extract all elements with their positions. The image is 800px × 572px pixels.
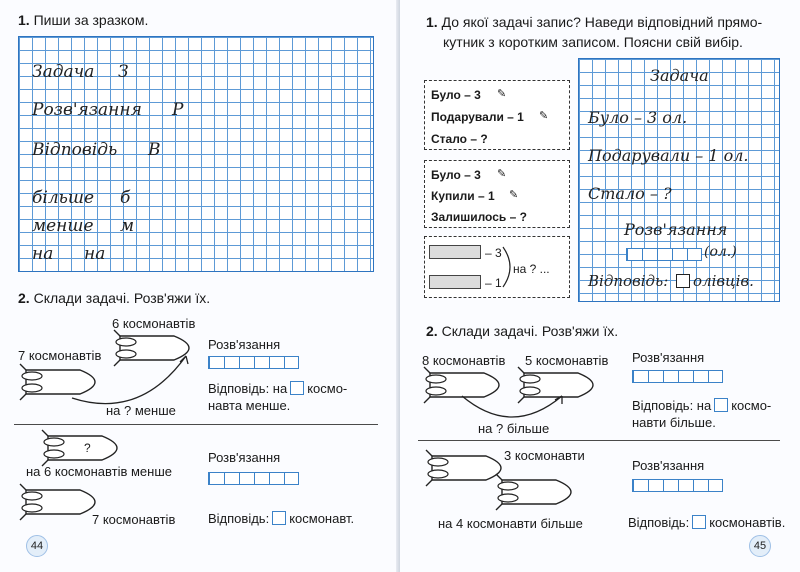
- p2-label1: на 6 космонавтів менше: [26, 464, 172, 479]
- comparison-arrow: [60, 340, 200, 410]
- p1-solution-cells[interactable]: [208, 356, 299, 369]
- right-ex1-header: 1. До якої задачі запис? Наведи відповідний прямо-: [426, 14, 763, 30]
- rocket-icon: [494, 474, 589, 510]
- sample-word-6: на: [32, 244, 54, 264]
- sample-letter-5: м: [120, 216, 135, 236]
- short-record-box-1[interactable]: Було – 3 ✎ Подарували – 1 ✎ Стало – ?: [424, 80, 570, 150]
- rp1-question: на ? більше: [478, 421, 550, 436]
- p1-left-label: 7 космонавтів: [18, 348, 102, 363]
- pencil-box-icon: [429, 245, 481, 259]
- page-number: 44: [26, 535, 48, 557]
- section-divider: [14, 424, 378, 425]
- sample-word-5: менше: [32, 216, 94, 236]
- pencil-icon: ✎: [497, 168, 507, 180]
- rp2-label2: на 4 космонавти більше: [438, 516, 583, 531]
- pencil-icon: ✎: [497, 88, 507, 100]
- p1-answer-line2: навта менше.: [208, 398, 291, 413]
- sample-letter-6: на: [84, 244, 106, 264]
- p1-solution-label: Розв'язання: [208, 337, 281, 352]
- section-divider: [418, 440, 780, 441]
- rp2-solution-label: Розв'язання: [632, 458, 705, 473]
- rp2-label1: 3 космонавти: [504, 448, 585, 463]
- sample-letter-4: б: [120, 188, 131, 208]
- left-ex1-header: 1. Пиши за зразком.: [18, 12, 149, 28]
- p2-answer: Відповідь: космонавт.: [208, 511, 355, 526]
- hand-answer-box[interactable]: [676, 274, 690, 288]
- right-page: [400, 0, 800, 572]
- rp1-label1: 8 космонавтів: [422, 353, 506, 368]
- p1-top-label: 6 космонавтів: [112, 316, 196, 331]
- rp2-solution-cells[interactable]: [632, 479, 723, 492]
- hand-unit: (ол.): [704, 244, 737, 260]
- p1-answer-box[interactable]: [290, 381, 304, 395]
- rp1-label2: 5 космонавтів: [525, 353, 609, 368]
- left-ex2-header: 2. Склади задачі. Розв'яжи їх.: [18, 290, 211, 306]
- rp2-answer-box[interactable]: [692, 515, 706, 529]
- hand-answer: Відповідь: олівців.: [588, 272, 754, 290]
- sample-word-2: Розв'язання: [32, 100, 142, 120]
- rp1-solution-label: Розв'язання: [632, 350, 705, 365]
- hand-line1: Було – 3 ол.: [588, 108, 688, 127]
- rp2-answer: Відповідь: космонавтів.: [628, 515, 786, 530]
- right-writing-grid[interactable]: [578, 58, 780, 302]
- hand-line2: Подарували – 1 ол.: [588, 146, 749, 165]
- right-ex2-header: 2. Склади задачі. Розв'яжи їх.: [426, 323, 619, 339]
- rp1-answer: Відповідь: на космо-: [632, 398, 772, 413]
- p2-label2: 7 космонавтів: [92, 512, 176, 527]
- p2-answer-box[interactable]: [272, 511, 286, 525]
- page-number: 45: [749, 535, 771, 557]
- rp1-solution-cells[interactable]: [632, 370, 723, 383]
- p1-question: на ? менше: [106, 403, 176, 418]
- sample-word-4: більше: [32, 188, 95, 208]
- p2-solution-label: Розв'язання: [208, 450, 281, 465]
- pencil-box-icon: [429, 275, 481, 289]
- p2-rocket-question: ?: [84, 441, 91, 455]
- pencil-icon: ✎: [539, 110, 549, 122]
- hand-solution: Розв'язання: [624, 220, 728, 239]
- hand-title: Задача: [650, 66, 709, 85]
- pencil-icon: ✎: [509, 189, 519, 201]
- hand-solution-cells[interactable]: [626, 248, 702, 261]
- sample-letter-2: Р: [172, 100, 184, 120]
- short-record-box-3[interactable]: – 3 – 1 на ? ...: [424, 236, 570, 298]
- sample-letter-3: В: [148, 140, 161, 160]
- sample-letter-1: З: [118, 62, 129, 82]
- p1-answer: Відповідь: на космо-: [208, 381, 348, 396]
- hand-line3: Стало – ?: [588, 184, 672, 203]
- rp1-answer-box[interactable]: [714, 398, 728, 412]
- sample-word-1: Задача: [32, 62, 95, 82]
- sample-word-3: Відповідь: [32, 140, 118, 160]
- p2-solution-cells[interactable]: [208, 472, 299, 485]
- short-record-box-2[interactable]: Було – 3 ✎ Купили – 1 ✎ Залишилось – ?: [424, 160, 570, 228]
- right-ex1-header-line2: кутник з коротким записом. Поясни свій вибір.: [443, 34, 743, 50]
- rp1-answer-line2: навти більше.: [632, 415, 716, 430]
